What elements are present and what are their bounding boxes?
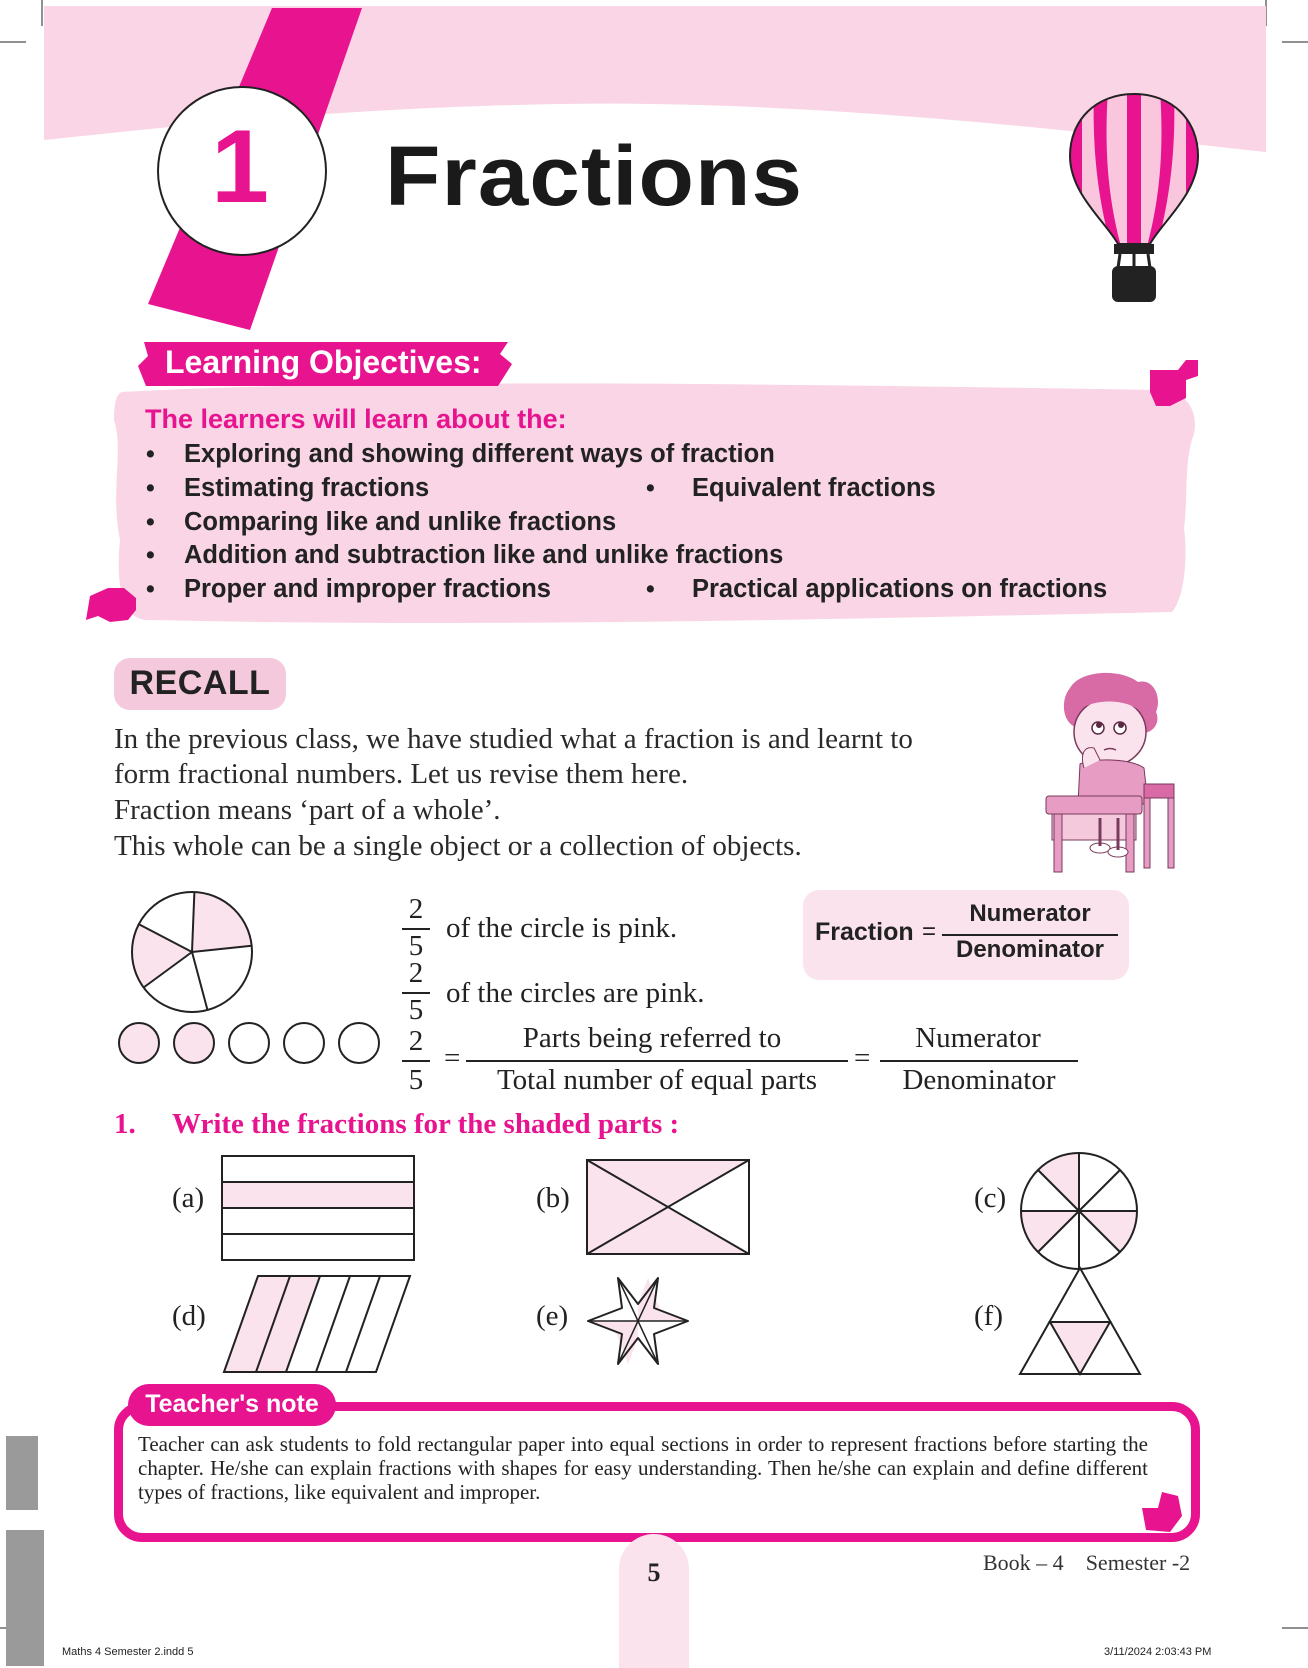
chapter-number: 1 <box>211 109 269 225</box>
equals-sign: = <box>854 1042 871 1074</box>
formula-equals: = <box>922 918 937 945</box>
objective-item: Addition and subtraction like and unlike fractions <box>184 541 784 569</box>
hot-air-balloon-icon <box>1064 90 1204 306</box>
fraction-denominator: 5 <box>408 1064 424 1096</box>
bullet: • <box>646 575 655 603</box>
equals-sign: = <box>444 1042 461 1074</box>
side-tab <box>6 1436 38 1510</box>
bullet: • <box>146 474 155 502</box>
fraction-numerator: 2 <box>408 1025 424 1057</box>
fraction-numerator: 2 <box>408 957 424 989</box>
denominator-word: Denominator <box>902 1064 1056 1096</box>
page-number: 5 <box>647 1558 661 1587</box>
total-parts-text: Total number of equal parts <box>496 1064 818 1096</box>
footer-book <box>983 1550 1190 1576</box>
figure-label-d: (d) <box>172 1300 206 1332</box>
figure-label-e: (e) <box>536 1300 569 1332</box>
question-text: Write the fractions for the shaded parts : <box>172 1108 680 1140</box>
recall-line: This whole can be a single object or a collection of objects. <box>114 830 802 862</box>
objectives-intro: The learners will learn about the: <box>145 404 567 434</box>
question-number: 1. <box>114 1108 136 1140</box>
bullet: • <box>146 508 155 536</box>
figure-a-rectangle <box>220 1154 416 1262</box>
objective-item: Proper and improper fractions <box>184 575 551 603</box>
bullet: • <box>146 440 155 468</box>
figure-d-parallelogram <box>222 1274 412 1374</box>
fraction-circle-figure <box>128 888 256 1016</box>
fraction-denominator: 5 <box>408 994 424 1026</box>
side-tab <box>6 1530 44 1666</box>
figure-f-triangle <box>1018 1266 1142 1376</box>
slug-timestamp: 3/11/2024 2:03:43 PM <box>1104 1646 1212 1658</box>
teachers-note-label: Teacher's note <box>145 1390 319 1418</box>
recall-line: In the previous class, we have studied what a fraction is and learnt to <box>114 723 913 755</box>
teachers-note-text: Teacher can ask students to fold rectangular paper into equal sections in order to represent fractions before starting the chapter. He/she can explain fractions with shapes for easy understanding. Then he/she can explain and define different types of fractions, like equivalent and improper. <box>138 1432 1148 1504</box>
figure-label-f: (f) <box>974 1300 1003 1332</box>
figure-label-a: (a) <box>172 1182 205 1214</box>
objective-item: Estimating fractions <box>184 474 430 502</box>
figure-e-star <box>584 1274 692 1368</box>
formula-label: Fraction <box>815 918 914 946</box>
objective-item: Comparing like and unlike fractions <box>184 508 617 536</box>
bullet: • <box>146 541 155 569</box>
bullet: • <box>646 474 655 502</box>
parts-referred-text: Parts being referred to <box>522 1022 782 1054</box>
objective-item: Exploring and showing different ways of fraction <box>184 440 775 468</box>
fraction-denominator: 5 <box>408 930 424 962</box>
fraction-numerator: 2 <box>408 893 424 925</box>
fraction-bar <box>466 1060 848 1062</box>
formula-numerator: Numerator <box>969 900 1091 927</box>
corner-ornament <box>1138 1488 1184 1534</box>
figure-b-rectangle <box>585 1158 751 1256</box>
recall-line: Fraction means ‘part of a whole’. <box>114 794 501 826</box>
bullet: • <box>146 575 155 603</box>
slug-file: Maths 4 Semester 2.indd 5 <box>62 1646 194 1658</box>
thinking-boy-illustration <box>1040 668 1180 878</box>
book-label: Book – 4 <box>983 1550 1064 1575</box>
circles-fraction-text: of the circles are pink. <box>446 977 705 1009</box>
chapter-title: Fractions <box>385 129 804 223</box>
figure-label-b: (b) <box>536 1182 570 1214</box>
objectives-heading: Learning Objectives: <box>165 344 482 380</box>
page-number-tab <box>619 1534 689 1668</box>
recall-line: form fractional numbers. Let us revise them here. <box>114 758 689 790</box>
fraction-bar <box>402 1060 430 1062</box>
recall-heading: RECALL <box>129 664 271 702</box>
numerator-word: Numerator <box>915 1022 1041 1054</box>
figure-label-c: (c) <box>974 1182 1007 1214</box>
five-circles-figure <box>116 1020 384 1066</box>
objective-item: Practical applications on fractions <box>692 575 1108 603</box>
circle-fraction-text: of the circle is pink. <box>446 912 678 944</box>
formula-denominator: Denominator <box>955 936 1104 963</box>
fraction-bar <box>880 1060 1078 1062</box>
figure-c-circle <box>1018 1150 1140 1272</box>
objective-item: Equivalent fractions <box>692 474 936 502</box>
semester-label: Semester -2 <box>1085 1550 1191 1575</box>
